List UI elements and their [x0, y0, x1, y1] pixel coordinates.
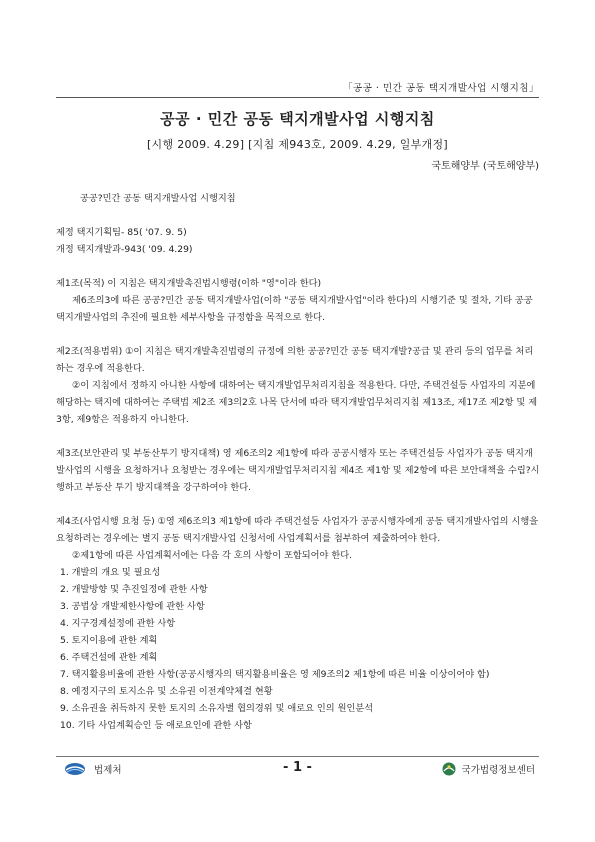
article-3-paragraph: 제3조(보안관리 및 부동산투기 방지대책) 영 제6조의2 제1항에 따라 공공시행자 또는 주택건설등 사업자가 공동 택지개발사업의 시행을 요청하거나 요청받는 경우에는 택지개발업무처리지침 제4조 제1항 및 제2항에 따른 보안대책을 수립?시행하고 부동산 투기 방지대책을 강구하여야 한다. — [56, 448, 540, 493]
list-item: 3. 공법상 개발제한사항에 관한 사항 — [60, 601, 205, 612]
page-footer — [56, 760, 539, 780]
law-center-logo-icon — [442, 762, 456, 776]
list-item: 4. 지구경계설정에 관한 사항 — [60, 618, 176, 629]
article-1-text: 제6조의3에 따른 공공?민간 공동 택지개발사업(이하 "공동 택지개발사업"이라 한다)의 시행기준 및 절차, 기타 공공 택지개발사업의 추진에 필요한 세부사항을 규정함을 목적으로 한다. — [56, 295, 533, 323]
header-divider — [56, 97, 539, 98]
article-2-paragraph-2: ②이 지침에서 정하지 아니한 사항에 대하여는 택지개발업무처리지침을 적용한다. 다만, 주택건설등 사업자의 지분에 해당하는 택지에 대하여는 주택법 제2조 제3의2호 나목 단서에 따라 택지개발업무처리지침 제13조, 제17조 제2항 및 제3항, 제9항은 적용하지 아니한다. — [56, 380, 538, 425]
document-ministry: 국토해양부 (국토해양부) — [431, 161, 539, 172]
list-item: 6. 주택건설에 관한 계획 — [60, 652, 158, 663]
list-item: 5. 토지이용에 관한 계획 — [60, 635, 158, 646]
document-title: 공공 · 민간 공동 택지개발사업 시행지침 — [160, 110, 435, 128]
document-body — [56, 190, 541, 734]
list-item: 1. 개발의 개요 및 필요성 — [60, 567, 161, 578]
footer-left-label: 법제처 — [94, 765, 122, 776]
footer-right — [442, 762, 535, 776]
running-header: 「공공 · 민간 공동 택지개발사업 시행지침」 — [343, 83, 539, 94]
list-item: 9. 소유권을 취득하지 못한 토지의 소유자별 협의경위 및 애로요 인의 원인분석 — [60, 703, 374, 714]
page-number: - 1 - — [283, 760, 312, 775]
list-item: 7. 택지활용비율에 관한 사항(공공시행자의 택지활용비율은 영 제9조의2 제1항에 따른 비율 이상이어야 함) — [60, 669, 490, 680]
list-item: 2. 개발방향 및 추진일정에 관한 사항 — [60, 584, 208, 595]
document-enforcement-info: [시행 2009. 4.29] [지침 제943호, 2009. 4.29, 일부개정] — [146, 138, 449, 151]
enactment-line: 개정 택지개발과-943( '09. 4.29) — [56, 244, 193, 255]
list-item: 10. 기타 사업계획승인 등 애로요인에 관한 사항 — [60, 720, 252, 731]
list-item: 8. 예정지구의 토지소유 및 소유권 이전계약체결 현황 — [60, 686, 273, 697]
inner-title: 공공?민간 공동 택지개발사업 시행지침 — [80, 193, 236, 204]
enactment-line: 제정 택지기획팀- 85( '07. 9. 5) — [56, 227, 187, 238]
article-4-paragraph-1: 제4조(사업시행 요청 등) ①영 제6조의3 제1항에 따라 주택건설등 사업자가 공공시행자에게 공동 택지개발사업의 시행을 요청하려는 경우에는 별지 공동 택지개발사업 신청서에 사업계획서를 첨부하여 제출하여야 한다. — [56, 516, 539, 544]
article-2-paragraph-1: 제2조(적용범위) ①이 지침은 택지개발촉진법령의 규정에 의한 공공?민간 공동 택지개발?공급 및 관리 등의 업무를 처리하는 경우에 적용한다. — [56, 346, 534, 374]
article-4-paragraph-2: ②제1항에 따른 사업계획서에는 다음 각 호의 사항이 포함되어야 한다. — [72, 550, 352, 561]
article-1-heading: 제1조(목적) 이 지침은 택지개발촉진법시행령(이하 "영"이라 한다) — [56, 278, 322, 289]
footer-divider — [56, 756, 539, 757]
footer-right-label: 국가법령정보센터 — [461, 765, 535, 776]
